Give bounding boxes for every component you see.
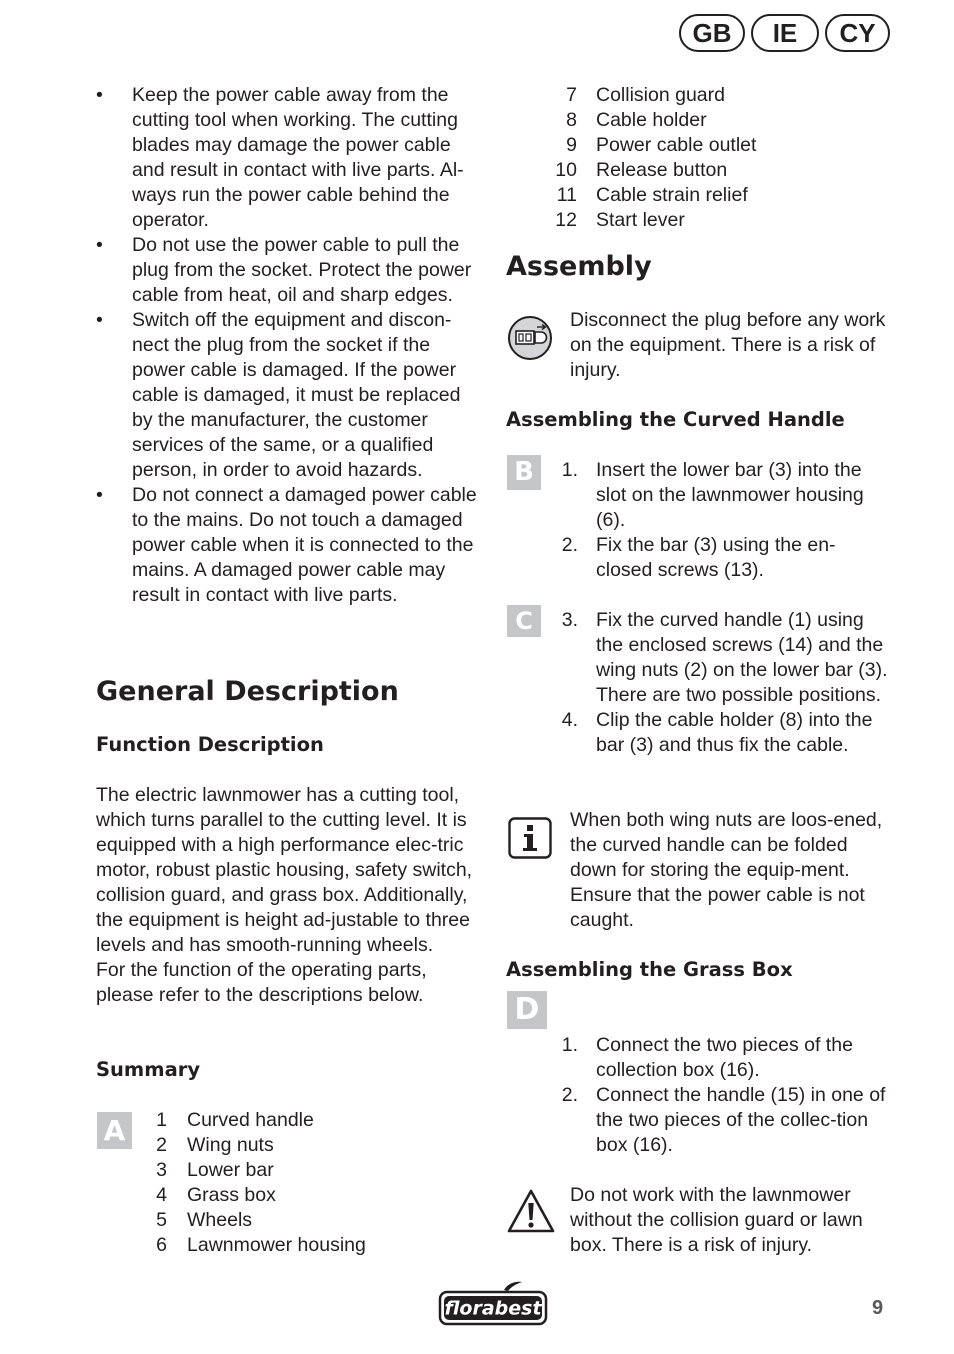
figure-letter-c: C (507, 605, 541, 637)
list-item (96, 308, 486, 483)
summary-list-continued (548, 83, 888, 233)
curved-handle-steps-b (558, 458, 890, 583)
info-icon (508, 817, 552, 859)
badge-ie: IE (751, 14, 819, 52)
bullet-icon: • (96, 484, 103, 506)
assembly-heading: Assembly (506, 251, 652, 282)
bullet-text: Keep the power cable away from the cutting tool when working. The cutting blades may damage the power cable and result in contact with live parts. Al-ways run the power cable behind the operator. (132, 84, 464, 231)
list-item: 2. Fix the bar (3) using the en-closed screws (13). (561, 534, 836, 581)
list-item: 7 Collision guard (566, 84, 725, 106)
list-item (96, 233, 486, 308)
grass-box-steps (558, 1033, 890, 1158)
figure-letter-d: D (507, 991, 547, 1029)
language-badges (679, 14, 890, 52)
unplug-notice: Disconnect the plug before any work on the equipment. There is a risk of injury. (570, 309, 886, 381)
list-item: 1 Curved handle (156, 1109, 314, 1131)
curved-handle-heading: Assembling the Curved Handle (506, 408, 845, 431)
list-item: 11 Cable strain relief (556, 184, 748, 206)
list-item: 3. Fix the curved handle (1) using the enclosed screws (14) and the wing nuts (2) on the lower bar (3). There are two possible positions. (561, 609, 888, 706)
list-item: 2 Wing nuts (156, 1134, 274, 1156)
function-paragraph: The electric lawnmower has a cutting tool, which turns parallel to the cutting level. It is equipped with a high performance elec-tric motor, robust plastic housing, safety switch, collision guard, and grass box. Additionally, the equipment is height ad-justable to three levels and has smooth-running wheels. (96, 784, 473, 956)
list-item (96, 483, 486, 608)
grass-box-heading: Assembling the Grass Box (506, 958, 793, 981)
curved-handle-steps-c (558, 608, 890, 758)
general-description-heading: General Description (96, 676, 399, 707)
list-item: 2. Connect the handle (15) in one of the two pieces of the collec-tion box (16). (561, 1084, 886, 1156)
list-item: 5 Wheels (156, 1209, 253, 1231)
function-description-heading: Function Description (96, 733, 324, 756)
safety-bullet-list (96, 83, 486, 608)
badge-gb: GB (679, 14, 745, 52)
list-item: 1. Insert the lower bar (3) into the slot on the lawnmower housing (6). (561, 459, 864, 531)
list-item: 1. Connect the two pieces of the collection box (16). (561, 1034, 853, 1081)
florabest-logo (438, 1280, 550, 1333)
list-item: 8 Cable holder (566, 109, 707, 131)
unplug-icon (507, 315, 553, 361)
function-description-text (96, 783, 488, 1008)
page-number: 9 (872, 1297, 884, 1319)
bullet-icon: • (96, 84, 103, 106)
bullet-icon: • (96, 234, 103, 256)
list-item: 4 Grass box (156, 1184, 276, 1206)
logo-text: florabest (444, 1297, 542, 1320)
list-item: 6 Lawnmower housing (156, 1234, 366, 1256)
list-item: 3 Lower bar (156, 1159, 274, 1181)
bullet-text: Switch off the equipment and discon-nect the plug from the socket if the power cable is damaged. If the power cable is damaged, it must be replaced by the manufacturer, the customer services of the same, or a qualified person, in order to avoid hazards. (132, 309, 461, 481)
badge-cy: CY (825, 14, 890, 52)
bullet-text: Do not use the power cable to pull the plug from the socket. Protect the power cable from heat, oil and sharp edges. (132, 234, 472, 306)
function-paragraph-2: For the function of the operating parts, please refer to the descriptions below. (96, 959, 427, 1006)
warning-note: Do not work with the lawnmower without the collision guard or lawn box. There is a risk of injury. (570, 1184, 863, 1256)
figure-letter-b: B (507, 455, 541, 490)
bullet-text: Do not connect a damaged power cable to the mains. Do not touch a damaged power cable when it is connected to the mains. A damaged power cable may result in contact with live parts. (132, 484, 477, 606)
warning-icon (506, 1188, 556, 1234)
summary-heading: Summary (96, 1058, 201, 1081)
info-note: When both wing nuts are loos-ened, the curved handle can be folded down for storing the equip-ment. Ensure that the power cable is not caught. (570, 809, 883, 931)
figure-letter-a: A (97, 1112, 132, 1149)
list-item: 12 Start lever (555, 209, 685, 231)
summary-list (150, 1108, 450, 1258)
list-item: 10 Release button (555, 159, 728, 181)
bullet-icon: • (96, 309, 103, 331)
list-item: 9 Power cable outlet (566, 134, 757, 156)
list-item (96, 83, 486, 233)
list-item: 4. Clip the cable holder (8) into the bar (3) and thus fix the cable. (561, 709, 873, 756)
